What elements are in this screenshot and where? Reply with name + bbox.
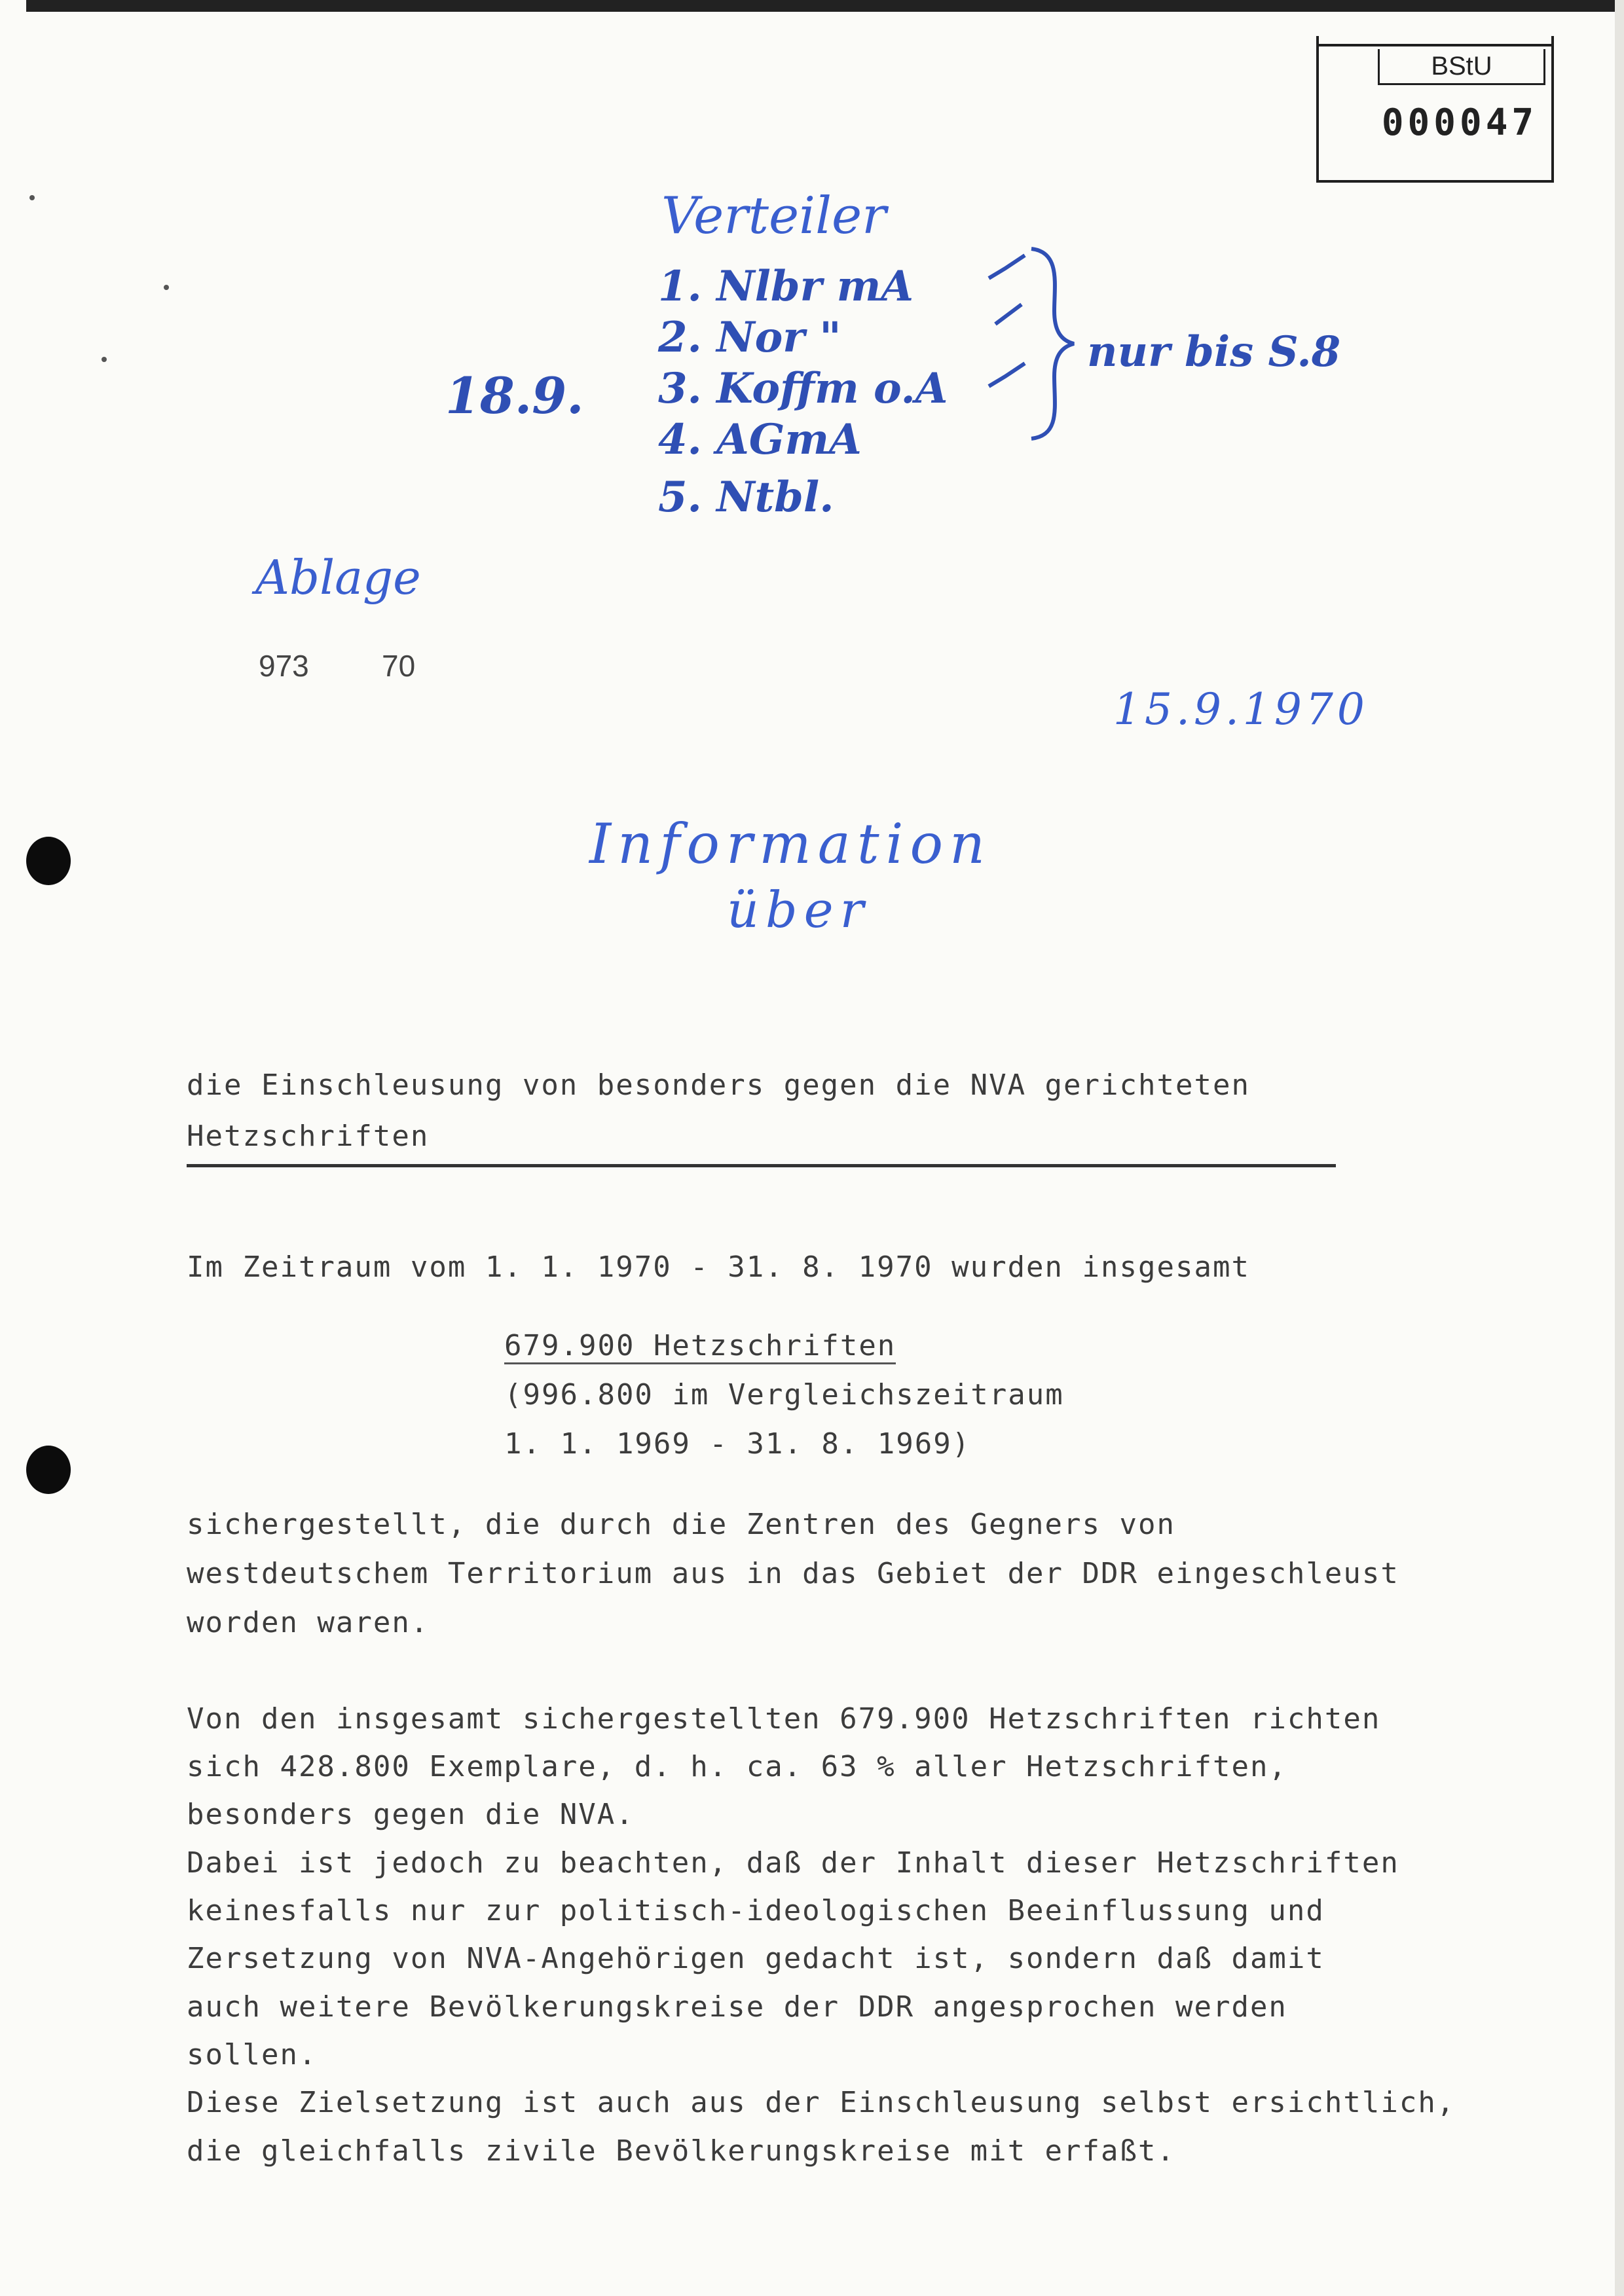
subject-line: Hetzschriften	[187, 1120, 430, 1153]
speck	[101, 357, 107, 362]
paragraph-line: sich 428.800 Exemplare, d. h. ca. 63 % aller Hetzschriften,	[187, 1750, 1287, 1783]
comparison-line: (996.800 im Vergleichszeitraum	[504, 1378, 1064, 1412]
paragraph-line: sichergestellt, die durch die Zentren des Gegners von	[187, 1508, 1175, 1541]
paragraph-line: Dabei ist jedoch zu beachten, daß der Inhalt dieser Hetzschriften	[187, 1846, 1399, 1880]
handwritten-list-item: 5. Ntbl.	[658, 473, 834, 522]
paragraph-line: sollen.	[187, 2038, 318, 2071]
handwritten-information: Information	[589, 812, 992, 876]
scan-top-edge	[26, 0, 1624, 12]
paragraph-line: Diese Zielsetzung ist auch aus der Einschleusung selbst ersichtlich,	[187, 2086, 1456, 2119]
subject-line: die Einschleusung von besonders gegen die NVA gerichteten	[187, 1068, 1250, 1102]
scan-right-edge	[1615, 0, 1624, 2296]
handwritten-ueber: über	[727, 881, 870, 939]
stamp-number: 000047	[1381, 101, 1538, 144]
handwritten-date-left: 18.9.	[445, 367, 584, 425]
paragraph-line: westdeutschem Territorium aus in das Gebiet der DDR eingeschleust	[187, 1557, 1399, 1590]
handwritten-date-right: 15.9.1970	[1113, 684, 1369, 735]
paragraph-line: Zersetzung von NVA-Angehörigen gedacht ist, sondern daß damit	[187, 1942, 1325, 1975]
reference-number-b: 70	[382, 649, 416, 683]
handwritten-brace	[1025, 246, 1084, 442]
paragraph-line: worden waren.	[187, 1606, 430, 1639]
paragraph-line: Von den insgesamt sichergestellten 679.900 Hetzschriften richten	[187, 1702, 1381, 1736]
paragraph-line: Im Zeitraum vom 1. 1. 1970 - 31. 8. 1970 wurden insgesamt	[187, 1250, 1250, 1284]
archive-stamp	[1316, 36, 1554, 183]
stamp-label: BStU	[1378, 49, 1545, 85]
reference-number-a: 973	[259, 649, 309, 683]
handwritten-list-item: 4. AGmA	[658, 415, 862, 464]
paragraph-line: keinesfalls nur zur politisch-ideologischen Beeinflussung und	[187, 1894, 1325, 1927]
paragraph-line: besonders gegen die NVA.	[187, 1798, 635, 1831]
handwritten-note-right: nur bis S.8	[1087, 327, 1341, 376]
handwritten-list-item: 1. Nlbr mA	[658, 262, 914, 311]
paragraph-line: die gleichfalls zivile Bevölkerungskreise mit erfaßt.	[187, 2134, 1175, 2168]
handwritten-list-item: 3. Koffm o.A	[658, 364, 948, 413]
paragraph-line: auch weitere Bevölkerungskreise der DDR angesprochen werden	[187, 1990, 1287, 2024]
subject-underline	[187, 1164, 1336, 1167]
figure-total: 679.900 Hetzschriften	[504, 1329, 896, 1364]
comparison-line: 1. 1. 1969 - 31. 8. 1969)	[504, 1427, 971, 1461]
punch-hole-top	[26, 837, 71, 885]
handwritten-ablage: Ablage	[255, 550, 421, 605]
punch-hole-bottom	[26, 1446, 71, 1494]
handwritten-verteiler: Verteiler	[661, 187, 887, 246]
handwritten-list-item: 2. Nor "	[658, 313, 841, 362]
speck	[29, 195, 35, 200]
speck	[164, 285, 169, 290]
